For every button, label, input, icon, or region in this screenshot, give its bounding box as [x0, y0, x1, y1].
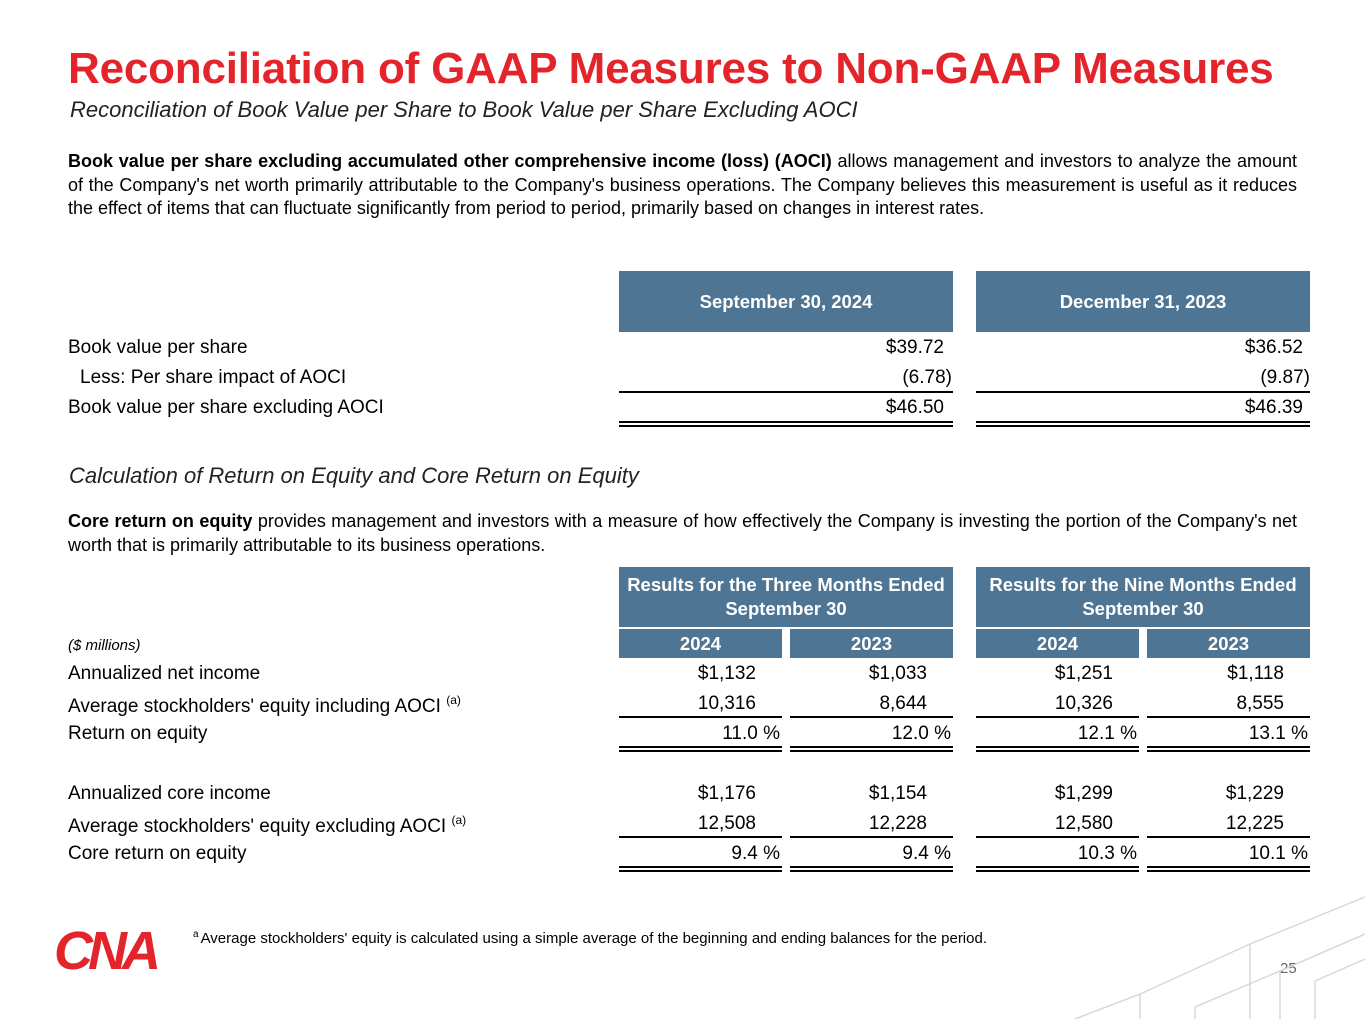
row-label-equity-excl-aoci: Average stockholders' equity excluding AOCI $^{(a)}$ — [68, 813, 467, 837]
total-double-rule — [1147, 746, 1310, 748]
decorative-lines — [1045, 889, 1365, 1024]
bvps-description — [68, 150, 1297, 221]
subtotal-rule — [619, 716, 782, 718]
roe-section-title: Calculation of Return on Equity and Core Return on Equity — [69, 463, 639, 488]
year-header-9m-2024: 2024 — [976, 629, 1139, 658]
units-label: ($ millions) — [68, 637, 141, 654]
total-double-rule — [976, 421, 1310, 423]
total-double-rule — [976, 870, 1139, 872]
table-cell: $1,251 — [1054, 663, 1113, 684]
table-cell: 12.1 % — [1077, 723, 1137, 744]
group-header-three-months: Results for the Three Months Ended September 30 — [619, 567, 953, 627]
bvps-ex-aoci-dec-2023: $46.39 — [1244, 397, 1303, 418]
subtotal-rule — [976, 391, 1310, 393]
total-double-rule — [976, 750, 1139, 752]
table-cell: $1,033 — [868, 663, 927, 684]
aoci-impact-sep-2024: (6.78) — [902, 367, 952, 388]
cna-logo — [52, 925, 184, 978]
row-label-aoci-impact: Less: Per share impact of AOCI — [80, 367, 347, 388]
cna-logo-text: CNA — [54, 925, 156, 973]
bvps-description-rest: allows management and investors to analyze the amount of the Company's net worth primarily attributable to the Company's business operations. The Company believes this measurement is useful as it reduces the effect of items that can fluctuate significantly from period to period, primarily based on changes in interest rates. — [68, 151, 1298, 218]
row-label-core-roe: Core return on equity — [68, 843, 247, 864]
subtotal-rule — [619, 391, 953, 393]
table-cell: $1,229 — [1225, 783, 1284, 804]
table-cell: 10.3 % — [1077, 843, 1137, 864]
total-double-rule — [790, 870, 953, 872]
roe-description — [68, 510, 1297, 557]
table-cell: $1,154 — [868, 783, 927, 804]
row-label-net-income: Annualized net income — [68, 663, 261, 684]
group-header-nine-months: Results for the Nine Months Ended September 30 — [976, 567, 1310, 627]
table-cell: $1,176 — [697, 783, 756, 804]
total-double-rule — [619, 870, 782, 872]
total-double-rule — [619, 421, 953, 423]
subtotal-rule — [790, 836, 953, 838]
table-cell: 11.0 % — [722, 723, 780, 744]
table-cell: 8,555 — [1236, 693, 1284, 714]
total-double-rule — [976, 866, 1139, 868]
row-label-bvps-ex-aoci: Book value per share excluding AOCI — [68, 397, 384, 418]
total-double-rule — [1147, 866, 1310, 868]
table-cell: 10,326 — [1054, 693, 1113, 714]
row-label-roe: Return on equity — [68, 723, 208, 744]
table-cell: 10.1 % — [1248, 843, 1308, 864]
row-label-equity-incl-aoci: Average stockholders' equity including AOCI $^{(a)}$ — [68, 693, 461, 717]
total-double-rule — [619, 746, 782, 748]
table-cell: 12,228 — [868, 813, 927, 834]
total-double-rule — [619, 750, 782, 752]
table-cell: $1,118 — [1227, 663, 1284, 684]
table-cell: 9.4 % — [902, 843, 951, 864]
total-double-rule — [790, 746, 953, 748]
page-number: 25 — [1280, 960, 1297, 977]
aoci-impact-dec-2023: (9.87) — [1260, 367, 1310, 388]
roe-description-rest: provides management and investors with a measure of how effectively the Company is investing the portion of the Company's net worth that is primarily attributable to its business operations. — [68, 511, 1298, 555]
year-header-9m-2023: 2023 — [1147, 629, 1310, 658]
subtotal-rule — [619, 836, 782, 838]
footnote: $^a$ Average stockholders' equity is calculated using a simple average of the beginning and ending balances for the period. — [193, 929, 987, 947]
table-cell: 12.0 % — [891, 723, 951, 744]
table-cell: 12,580 — [1054, 813, 1113, 834]
bvps-description-bold: Book value per share excluding accumulated other comprehensive income (loss) (AOCI) — [68, 151, 832, 171]
footnote-ref: (a) — [446, 693, 461, 707]
total-double-rule — [790, 866, 953, 868]
footnote-marker: a — [193, 929, 199, 940]
subtotal-rule — [976, 836, 1139, 838]
subtotal-rule — [1147, 836, 1310, 838]
bvps-ex-aoci-sep-2024: $46.50 — [885, 397, 944, 418]
table-cell: 12,225 — [1225, 813, 1284, 834]
bvps-dec-2023: $36.52 — [1244, 337, 1303, 358]
total-double-rule — [1147, 750, 1310, 752]
table-cell: 9.4 % — [731, 843, 780, 864]
col-header-sep-2024: September 30, 2024 — [619, 271, 953, 332]
page-subtitle: Reconciliation of Book Value per Share to Book Value per Share Excluding AOCI — [70, 97, 858, 122]
page-title: Reconciliation of GAAP Measures to Non-GAAP Measures — [68, 44, 1274, 93]
subtotal-rule — [1147, 716, 1310, 718]
subtotal-rule — [976, 716, 1139, 718]
total-double-rule — [976, 746, 1139, 748]
table-cell: $1,132 — [697, 663, 756, 684]
total-double-rule — [1147, 870, 1310, 872]
row-label-bvps: Book value per share — [68, 337, 248, 358]
table-cell: 10,316 — [697, 693, 756, 714]
year-header-3m-2023: 2023 — [790, 629, 953, 658]
bvps-sep-2024: $39.72 — [885, 337, 944, 358]
table-cell: 12,508 — [697, 813, 756, 834]
table-cell: 8,644 — [879, 693, 927, 714]
row-label-core-income: Annualized core income — [68, 783, 271, 804]
roe-description-bold: Core return on equity — [68, 511, 253, 531]
total-double-rule — [976, 425, 1310, 427]
subtotal-rule — [790, 716, 953, 718]
total-double-rule — [790, 750, 953, 752]
total-double-rule — [619, 866, 782, 868]
year-header-3m-2024: 2024 — [619, 629, 782, 658]
table-cell: 13.1 % — [1248, 723, 1308, 744]
footnote-ref: (a) — [451, 813, 467, 827]
total-double-rule — [619, 425, 953, 427]
table-cell: $1,299 — [1054, 783, 1113, 804]
col-header-dec-2023: December 31, 2023 — [976, 271, 1310, 332]
